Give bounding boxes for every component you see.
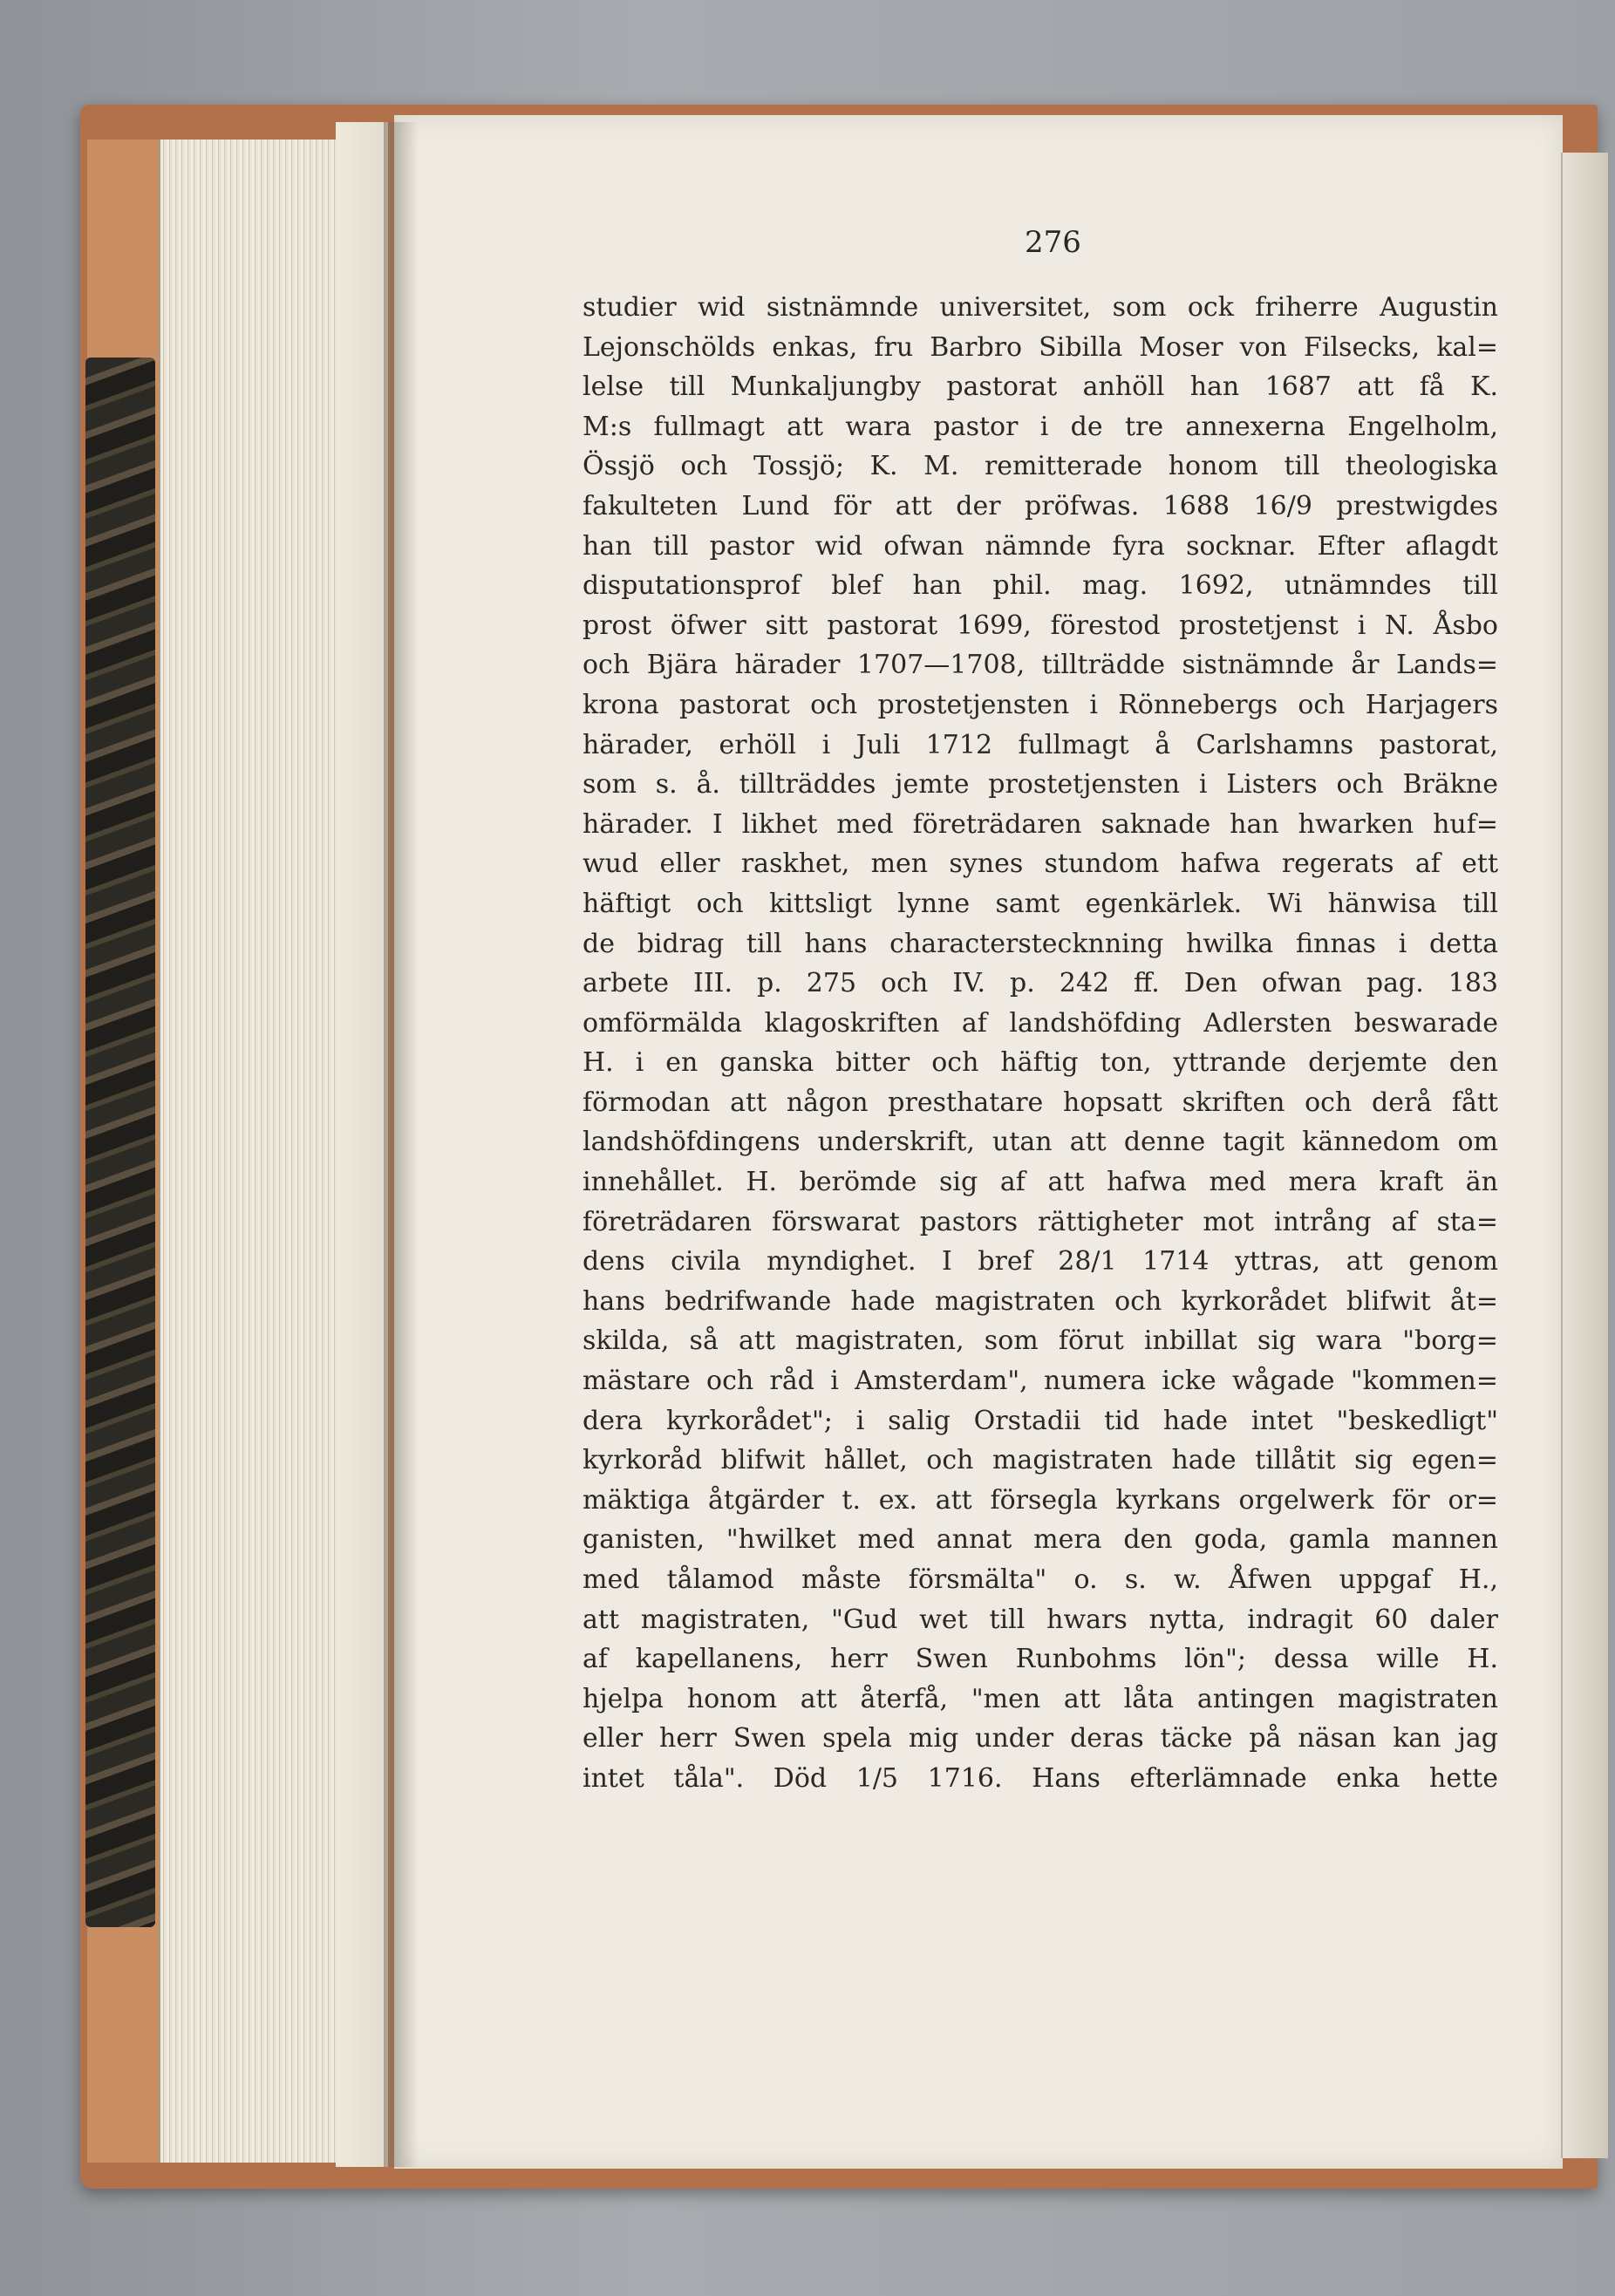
text-line: lelse till Munkaljungby pastorat anhöll han 1687 att få K. — [583, 371, 1498, 403]
text-line: omförmälda klagoskriften af landshöfding Adlersten beswarade — [583, 1007, 1498, 1039]
text-line: häftigt och kittsligt lynne samt egenkärlek. Wi hänwisa till — [583, 888, 1498, 919]
text-line: arbete III. p. 275 och IV. p. 242 ff. Den ofwan pag. 183 — [583, 968, 1498, 999]
text-line: dera kyrkorådet"; i salig Orstadii tid hade intet "beskedligt" — [583, 1405, 1498, 1436]
gutter-shadow — [384, 122, 419, 2167]
text-line: skilda, så att magistraten, som förut inbillat sig wara "borg= — [583, 1325, 1498, 1357]
text-line: wud eller raskhet, men synes stundom hafwa regerats af ett — [583, 848, 1498, 880]
book-spine — [85, 358, 155, 1927]
text-line: Össjö och Tossjö; K. M. remitterade honom till theologiska — [583, 451, 1498, 482]
text-line: dens civila myndighet. I bref 28/1 1714 yttras, att genom — [583, 1246, 1498, 1277]
text-line: mästare och råd i Amsterdam", numera icke wågade "kommen= — [583, 1366, 1498, 1397]
text-line: krona pastorat och prostetjensten i Rönnebergs och Harjagers — [583, 689, 1498, 720]
text-line: härader. I likhet med företrädaren saknade han hwarken huf= — [583, 808, 1498, 840]
text-line: H. i en ganska bitter och häftig ton, yttrande derjemte den — [583, 1047, 1498, 1079]
text-line: intet tåla". Död 1/5 1716. Hans efterlämnade enka hette — [583, 1762, 1498, 1794]
text-line: ganisten, "hwilket med annat mera den goda, gamla mannen — [583, 1524, 1498, 1556]
body-text — [583, 288, 1498, 1799]
text-line: de bidrag till hans characterstecknning hwilka finnas i detta — [583, 928, 1498, 959]
text-line: fakulteten Lund för att der pröfwas. 1688 16/9 prestwigdes — [583, 490, 1498, 521]
text-line: härader, erhöll i Juli 1712 fullmagt å Carlshamns pastorat, — [583, 729, 1498, 760]
text-line: disputationsprof blef han phil. mag. 1692, utnämndes till — [583, 570, 1498, 602]
page-number: 276 — [1025, 225, 1081, 260]
text-line: och Bjära härader 1707—1708, tillträdde sistnämnde år Lands= — [583, 650, 1498, 681]
text-line: han till pastor wid ofwan nämnde fyra socknar. Efter aflagdt — [583, 530, 1498, 562]
text-line: studier wid sistnämnde universitet, som ock friherre Augustin — [583, 292, 1498, 323]
page-edges — [159, 140, 339, 2163]
text-line: mäktiga åtgärder t. ex. att försegla kyrkans orgelwerk för or= — [583, 1484, 1498, 1516]
text-line: eller herr Swen spela mig under deras täcke på näsan kan jag — [583, 1723, 1498, 1754]
text-line: Lejonschölds enkas, fru Barbro Sibilla Moser von Filsecks, kal= — [583, 331, 1498, 363]
text-line: kyrkoråd blifwit hållet, och magistraten hade tillåtit sig egen= — [583, 1445, 1498, 1476]
text-line: förmodan att någon presthatare hopsatt skriften och derå fått — [583, 1087, 1498, 1118]
text-line: innehållet. H. berömde sig af att hafwa med mera kraft än — [583, 1167, 1498, 1198]
text-line: M:s fullmagt att wara pastor i de tre annexerna Engelholm, — [583, 411, 1498, 442]
left-page — [336, 122, 388, 2167]
text-line: hans bedrifwande hade magistraten och kyrkorådet blifwit åt= — [583, 1285, 1498, 1317]
text-line: hjelpa honom att återfå, "men att låta antingen magistraten — [583, 1683, 1498, 1714]
text-line: att magistraten, "Gud wet till hwars nytta, indragit 60 daler — [583, 1604, 1498, 1635]
text-line: med tålamod måste försmälta" o. s. w. Åfwen uppgaf H., — [583, 1564, 1498, 1595]
text-line: företrädaren förswarat pastors rättigheter mot intrång af sta= — [583, 1206, 1498, 1237]
text-line: af kapellanens, herr Swen Runbohms lön"; dessa wille H. — [583, 1644, 1498, 1675]
right-page-edge — [1561, 153, 1608, 2158]
text-line: landshöfdingens underskrift, utan att denne tagit kännedom om — [583, 1127, 1498, 1158]
text-line: prost öfwer sitt pastorat 1699, förestod prostetjenst i N. Åsbo — [583, 610, 1498, 641]
text-line: som s. å. tillträddes jemte prostetjensten i Listers och Bräkne — [583, 769, 1498, 801]
